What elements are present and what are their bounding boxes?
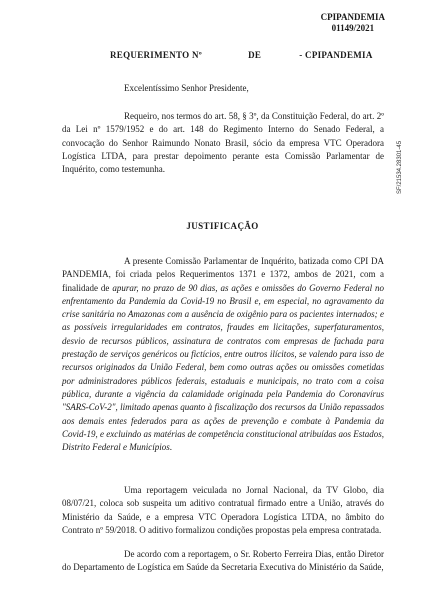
justification-end: .	[169, 442, 172, 453]
request-title	[110, 50, 373, 60]
request-title-de: DE	[248, 50, 262, 60]
request-title-label: REQUERIMENTO Nº	[110, 50, 203, 60]
document-code	[321, 12, 385, 34]
side-barcode-stamp: SF/21534.28301-45	[397, 140, 403, 194]
section-heading: JUSTIFICAÇÃO	[186, 221, 259, 231]
salutation: Excelentíssimo Senhor Presidente,	[124, 83, 249, 93]
justification-paragraph	[62, 255, 384, 454]
request-paragraph: Requeiro, nos termos do art. 58, § 3º, da Constituição Federal, do art. 2º da Lei nº 1579/1952 e do art. 148 do Regimento Interno do Senado Federal, a convocação do Senhor Raimundo Nonato Brasil, sócio da empresa VTC Operadora Logística LTDA, para prestar depoimento perante esta Comissão Parlamentar de Inquérito, como testemunha.	[62, 111, 384, 175]
report-paragraph: Uma reportagem veiculada no Jornal Nacional, da TV Globo, dia 08/07/21, coloca sob suspeita um aditivo contratual firmado entre a União, através do Ministério da Saúde, e a empresa VTC Operadora Logística LTDA, no âmbito do Contrato nº 59/2018. O aditivo formalizou condições propostas pela empresa contratada.	[62, 485, 384, 535]
justification-intro: A presente Comissão Parlamentar de Inquérito, batizada como CPI DA PANDEMIA, foi criada pelos Requerimentos 1371 e 1372, ambos de 2021, com a finalidade de	[62, 256, 384, 293]
dias-paragraph: De acordo com a reportagem, o Sr. Roberto Ferreira Dias, então Diretor do Departamento de Logística em Saúde da Secretaria Executiva do Ministério da Saúde,	[62, 549, 384, 573]
document-number: 01149/2021	[331, 23, 375, 33]
justification-italic: apurar, no prazo de 90 dias, as ações e omissões do Governo Federal no enfrentamento da Pandemia da Covid-19 no Brasil e, em especial, no agravamento da crise sanitária no Amazonas com a ausência de oxigênio para os pacientes internados; e as possíveis irregularidades em contratos, fraudes em licitações, superfaturamentos, desvio de recursos públicos, assinatura de contratos com empresas de fachada para prestação de serviços genéricos ou fictícios, entre outros ilícitos, se valendo para isso de recursos originados da União Federal, bem como outras ações ou omissões cometidas por administradores públicos federais, estaduais e municipais, no trato com a coisa pública, durante a vigência da calamidade originada pela Pandemia do Coronavírus "SARS-CoV-2", limitado apenas quanto à fiscalização dos recursos da União repassados aos demais entes federados para as ações de prevenção e combate à Pandemia da Covid-19, e excluindo as matérias de competência constitucional atribuídas aos Estados, Distrito Federal e Municípios	[62, 282, 385, 453]
request-title-committee: - CPIPANDEMIA	[299, 50, 373, 60]
committee-code: CPIPANDEMIA	[320, 12, 385, 22]
